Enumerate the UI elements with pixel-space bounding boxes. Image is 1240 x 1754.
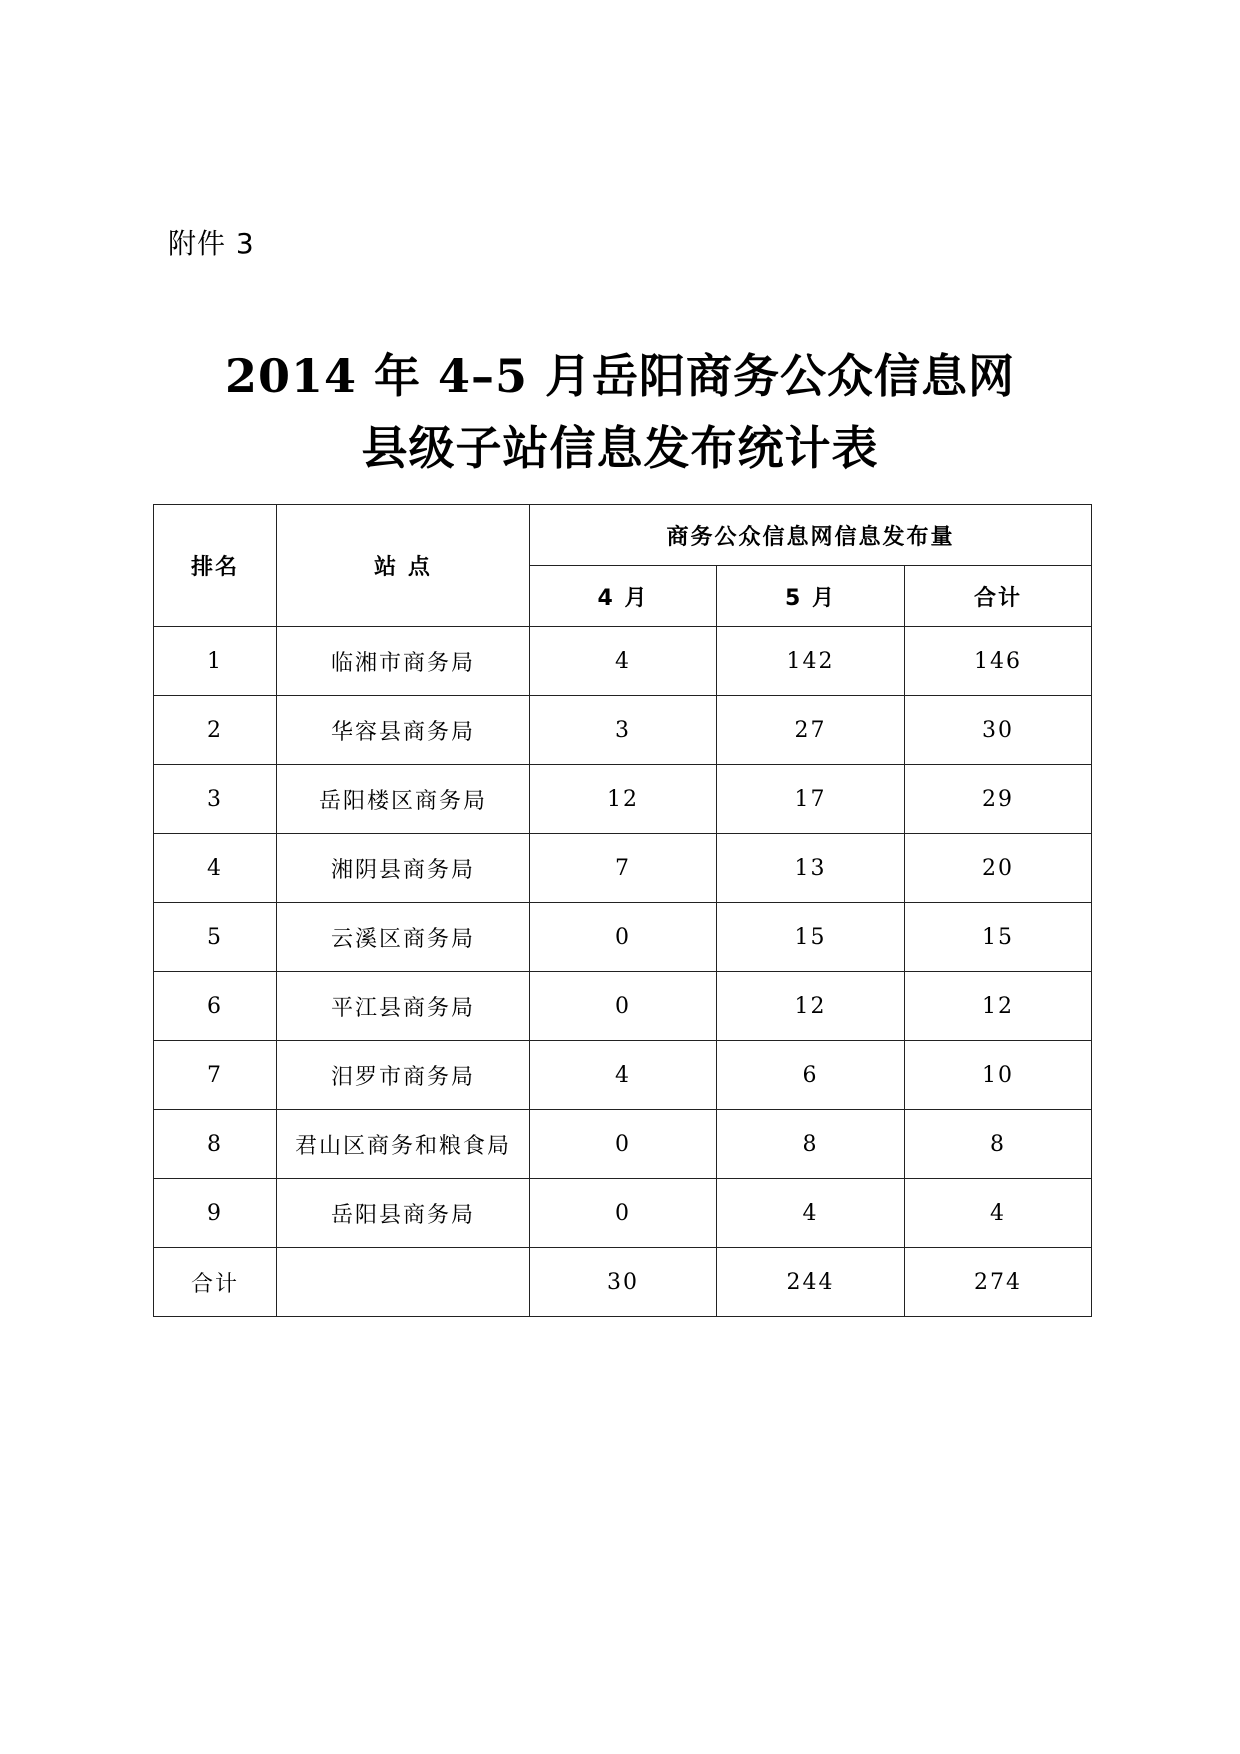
header-rank: 排名 xyxy=(154,505,277,627)
header-station: 站 点 xyxy=(277,505,530,627)
cell-total: 10 xyxy=(905,1041,1092,1110)
table-row xyxy=(154,834,1092,903)
summary-april: 30 xyxy=(530,1248,717,1317)
cell-site: 岳阳县商务局 xyxy=(277,1179,530,1248)
cell-total: 15 xyxy=(905,903,1092,972)
cell-rank: 9 xyxy=(154,1179,277,1248)
cell-site: 临湘市商务局 xyxy=(277,627,530,696)
cell-site: 湘阴县商务局 xyxy=(277,834,530,903)
cell-site: 平江县商务局 xyxy=(277,972,530,1041)
table-row xyxy=(154,1179,1092,1248)
document-title-line1: 2014 年 4–5 月岳阳商务公众信息网 xyxy=(224,349,1016,403)
table-row xyxy=(154,903,1092,972)
header-april: 4 月 xyxy=(530,566,717,627)
table-row xyxy=(154,696,1092,765)
statistics-table xyxy=(153,504,1092,1317)
summary-total: 274 xyxy=(905,1248,1092,1317)
cell-april: 12 xyxy=(530,765,717,834)
header-publish-volume: 商务公众信息网信息发布量 xyxy=(530,505,1092,566)
cell-site: 汨罗市商务局 xyxy=(277,1041,530,1110)
table-row xyxy=(154,627,1092,696)
cell-total: 20 xyxy=(905,834,1092,903)
cell-rank: 3 xyxy=(154,765,277,834)
cell-april: 0 xyxy=(530,1179,717,1248)
cell-may: 142 xyxy=(717,627,905,696)
cell-rank: 5 xyxy=(154,903,277,972)
cell-rank: 7 xyxy=(154,1041,277,1110)
cell-may: 27 xyxy=(717,696,905,765)
cell-rank: 8 xyxy=(154,1110,277,1179)
cell-site: 云溪区商务局 xyxy=(277,903,530,972)
cell-may: 13 xyxy=(717,834,905,903)
cell-site: 岳阳楼区商务局 xyxy=(277,765,530,834)
cell-total: 146 xyxy=(905,627,1092,696)
cell-site: 君山区商务和粮食局 xyxy=(277,1110,530,1179)
summary-label: 合计 xyxy=(154,1248,277,1317)
table-header xyxy=(154,505,1092,627)
cell-total: 29 xyxy=(905,765,1092,834)
summary-may: 244 xyxy=(717,1248,905,1317)
table-row xyxy=(154,972,1092,1041)
table-summary-row xyxy=(154,1248,1092,1317)
cell-rank: 2 xyxy=(154,696,277,765)
table-body xyxy=(154,627,1092,1317)
cell-total: 12 xyxy=(905,972,1092,1041)
table-row xyxy=(154,1041,1092,1110)
cell-april: 3 xyxy=(530,696,717,765)
cell-april: 0 xyxy=(530,1110,717,1179)
cell-april: 7 xyxy=(530,834,717,903)
cell-april: 0 xyxy=(530,972,717,1041)
cell-may: 4 xyxy=(717,1179,905,1248)
cell-total: 30 xyxy=(905,696,1092,765)
header-total: 合计 xyxy=(905,566,1092,627)
cell-total: 8 xyxy=(905,1110,1092,1179)
summary-site xyxy=(277,1248,530,1317)
attachment-label: 附件 3 xyxy=(168,227,255,260)
cell-rank: 4 xyxy=(154,834,277,903)
cell-may: 15 xyxy=(717,903,905,972)
cell-may: 17 xyxy=(717,765,905,834)
cell-total: 4 xyxy=(905,1179,1092,1248)
document-title-line2: 县级子站信息发布统计表 xyxy=(361,421,879,475)
cell-april: 4 xyxy=(530,627,717,696)
cell-site: 华容县商务局 xyxy=(277,696,530,765)
header-may: 5 月 xyxy=(717,566,905,627)
cell-may: 12 xyxy=(717,972,905,1041)
cell-april: 0 xyxy=(530,903,717,972)
cell-may: 8 xyxy=(717,1110,905,1179)
cell-rank: 6 xyxy=(154,972,277,1041)
table-row xyxy=(154,1110,1092,1179)
cell-may: 6 xyxy=(717,1041,905,1110)
table-row xyxy=(154,765,1092,834)
cell-april: 4 xyxy=(530,1041,717,1110)
cell-rank: 1 xyxy=(154,627,277,696)
